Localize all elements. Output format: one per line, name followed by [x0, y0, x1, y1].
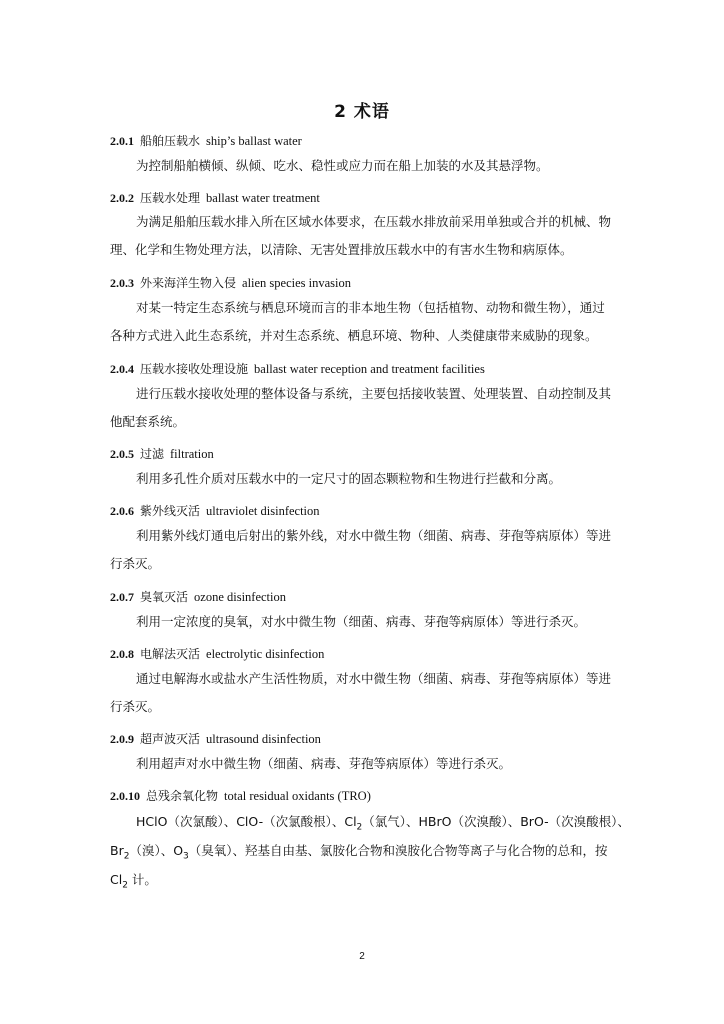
definition-line: 为控制船舶横倾、纵倾、吃水、稳性或应力而在船上加装的水及其悬浮物。: [136, 158, 549, 173]
text-run: （臭氧）、羟基自由基、氯胺化合物和溴胺化合物等离子与化合物的总和，按: [188, 843, 608, 858]
term-number: 2.0.1: [110, 134, 134, 148]
definition-line: 他配套系统。: [110, 414, 186, 429]
page-number: 2: [359, 951, 365, 962]
term-number: 2.0.8: [110, 647, 134, 661]
term-english: total residual oxidants (TRO): [224, 789, 371, 803]
term-heading: [110, 133, 302, 149]
term-number: 2.0.5: [110, 447, 134, 461]
term-heading: [110, 646, 324, 662]
text-run: HClO（次氯酸）、ClO-（次氯酸根）、Cl: [136, 814, 357, 829]
definition-line: [136, 814, 630, 836]
term-chinese: 总残余氧化物: [146, 789, 219, 803]
term-chinese: 压载水处理: [140, 191, 201, 205]
term-english: alien species invasion: [242, 276, 352, 290]
term-number: 2.0.6: [110, 504, 134, 518]
definition-line: 各种方式进入此生态系统，并对生态系统、栖息环境、物种、人类健康带来威胁的现象。: [110, 328, 598, 343]
text-run: 计。: [127, 872, 157, 887]
term-chinese: 船舶压载水: [140, 134, 201, 148]
term-chinese: 紫外线灭活: [140, 504, 201, 518]
definition-line: 理、化学和生物处理方法，以清除、无害处置排放压载水中的有害水生物和病原体。: [110, 242, 573, 257]
term-english: ozone disinfection: [194, 590, 287, 604]
term-heading: [110, 731, 321, 747]
term-chinese: 压载水接收处理设施: [140, 362, 249, 376]
section-title: 2 术语: [334, 102, 390, 122]
term-english: electrolytic disinfection: [206, 647, 325, 661]
subscript: 2: [356, 822, 363, 833]
definition-line: 行杀灭。: [110, 556, 161, 571]
text-run: Cl: [110, 872, 123, 887]
term-english: filtration: [170, 447, 214, 461]
subscript: 2: [122, 880, 128, 891]
term-heading: [110, 446, 214, 462]
term-chinese: 外来海洋生物入侵: [140, 276, 237, 290]
term-heading: [110, 361, 485, 377]
definition-line: 利用多孔性介质对压载水中的一定尺寸的固态颗粒物和生物进行拦截和分离。: [136, 471, 562, 486]
term-english: ship’s ballast water: [206, 134, 302, 148]
term-english: ballast water treatment: [206, 191, 320, 205]
term-chinese: 超声波灭活: [140, 732, 201, 746]
text-run: （氯气）、HBrO（次溴酸）、BrO-（次溴酸根）、: [362, 814, 630, 829]
term-english: ultraviolet disinfection: [206, 504, 320, 518]
term-chinese: 臭氧灭活: [140, 590, 189, 604]
term-number: 2.0.4: [110, 362, 134, 376]
term-heading: [110, 788, 371, 804]
definition-line: 利用一定浓度的臭氧，对水中微生物（细菌、病毒、芽孢等病原体）等进行杀灭。: [136, 614, 587, 629]
definition-line: 通过电解海水或盐水产生活性物质，对水中微生物（细菌、病毒、芽孢等病原体）等进: [136, 671, 612, 686]
term-heading: [110, 275, 351, 291]
definition-line: 行杀灭。: [110, 699, 161, 714]
text-run: Br: [110, 843, 124, 858]
text-run: （溴）、O: [129, 843, 184, 858]
definition-line: [110, 843, 608, 865]
definition-line: [110, 872, 157, 894]
term-english: ultrasound disinfection: [206, 732, 321, 746]
subscript: 2: [123, 851, 130, 862]
term-number: 2.0.7: [110, 590, 134, 604]
term-number: 2.0.2: [110, 191, 134, 205]
term-heading: [110, 190, 320, 206]
term-number: 2.0.3: [110, 276, 134, 290]
term-english: ballast water reception and treatment facilities: [254, 362, 485, 376]
term-heading: [110, 589, 286, 605]
definition-line: 进行压载水接收处理的整体设备与系统，主要包括接收装置、处理装置、自动控制及其: [136, 386, 612, 401]
term-number: 2.0.10: [110, 789, 140, 803]
term-heading: [110, 503, 320, 519]
term-chinese: 过滤: [140, 447, 165, 461]
definition-line: 利用紫外线灯通电后射出的紫外线，对水中微生物（细菌、病毒、芽孢等病原体）等进: [136, 528, 612, 543]
term-chinese: 电解法灭活: [140, 647, 201, 661]
subscript: 3: [183, 851, 189, 862]
definition-line: 为满足船舶压载水排入所在区域水体要求，在压载水排放前采用单独或合并的机械、物: [136, 214, 612, 229]
term-number: 2.0.9: [110, 732, 134, 746]
definition-line: 对某一特定生态系统与栖息环境而言的非本地生物（包括植物、动物和微生物），通过: [136, 300, 605, 315]
definition-line: 利用超声对水中微生物（细菌、病毒、芽孢等病原体）等进行杀灭。: [136, 756, 512, 771]
